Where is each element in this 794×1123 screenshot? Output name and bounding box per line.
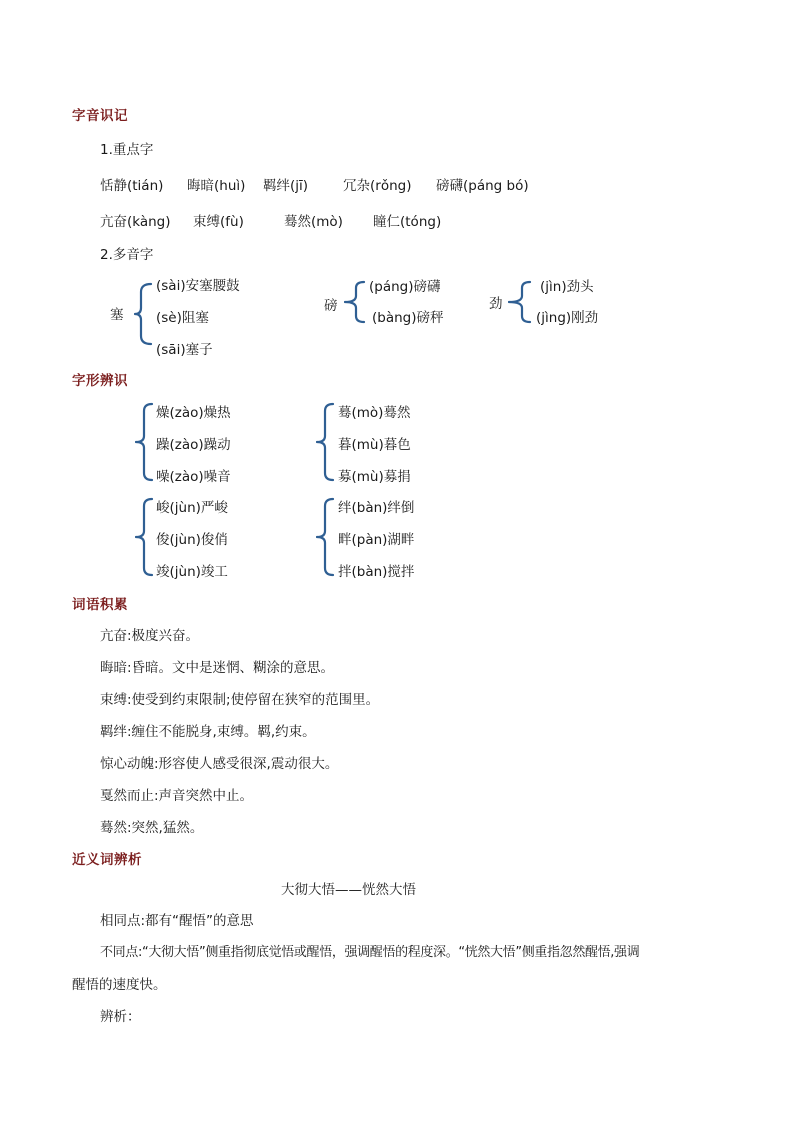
polyphone-item: (sài)安塞腰鼓 [156, 278, 240, 294]
vocab-item: 戛然而止:声音突然中止。 [100, 788, 254, 804]
brace-icon [134, 282, 154, 346]
glyph-item: 竣(jùn)竣工 [156, 564, 228, 580]
section-title-zi-yin: 字音识记 [72, 108, 128, 124]
brace-icon [135, 497, 155, 577]
polyphone-char: 劲 [489, 296, 503, 312]
polyphone-item: (páng)磅礴 [369, 279, 441, 295]
synonym-diff-line2: 醒悟的速度快。 [72, 977, 167, 993]
section-title-zi-xing: 字形辨识 [72, 373, 128, 389]
brace-icon [508, 280, 532, 324]
glyph-item: 躁(zào)躁动 [156, 437, 231, 453]
glyph-item: 蓦(mò)蓦然 [338, 405, 411, 421]
vocab-item: 晦暗:昏暗。文中是迷惘、糊涂的意思。 [100, 660, 335, 676]
polyphone-char: 塞 [110, 307, 124, 323]
brace-icon [316, 497, 336, 577]
polyphone-item: (sāi)塞子 [156, 342, 213, 358]
vocab-item: 亢奋:极度兴奋。 [100, 628, 200, 644]
pinyin-item: 束缚(fù) [193, 214, 244, 230]
section-title-ci-yu: 词语积累 [72, 597, 128, 613]
pinyin-item: 磅礴(páng bó) [436, 178, 529, 194]
key-chars-title: 1.重点字 [100, 142, 154, 158]
glyph-item: 峻(jùn)严峻 [156, 500, 228, 516]
glyph-item: 畔(pàn)湖畔 [338, 532, 415, 548]
glyph-item: 俊(jùn)俊俏 [156, 532, 228, 548]
pinyin-item: 冗杂(rǒng) [343, 178, 412, 194]
polyphone-item: (jìn)劲头 [540, 279, 594, 295]
brace-icon [316, 402, 336, 482]
brace-icon [344, 280, 366, 324]
synonym-analysis: 辨析： [100, 1009, 141, 1025]
glyph-item: 暮(mù)暮色 [338, 437, 411, 453]
synonym-same: 相同点:都有“醒悟”的意思 [100, 913, 254, 929]
vocab-item: 惊心动魄:形容使人感受很深,震动很大。 [100, 756, 339, 772]
vocab-item: 羁绊:缠住不能脱身,束缚。羁,约束。 [100, 724, 316, 740]
vocab-item: 蓦然:突然,猛然。 [100, 820, 204, 836]
polyphone-title: 2.多音字 [100, 247, 154, 263]
polyphone-char: 磅 [324, 298, 338, 314]
section-title-jin-yi: 近义词辨析 [72, 852, 142, 868]
pinyin-item: 蓦然(mò) [284, 214, 343, 230]
pinyin-item: 恬静(tián) [100, 178, 164, 194]
glyph-item: 拌(bàn)搅拌 [338, 564, 415, 580]
pinyin-item: 瞳仁(tóng) [373, 214, 442, 230]
pinyin-item: 亢奋(kàng) [100, 214, 171, 230]
pinyin-item: 羁绊(jī) [263, 178, 309, 194]
glyph-item: 募(mù)募捐 [338, 469, 411, 485]
glyph-item: 绊(bàn)绊倒 [338, 500, 415, 516]
polyphone-item: (jìng)刚劲 [536, 310, 599, 326]
polyphone-item: (bàng)磅秤 [372, 310, 444, 326]
pinyin-item: 晦暗(huì) [187, 178, 246, 194]
brace-icon [135, 402, 155, 482]
glyph-item: 噪(zào)噪音 [156, 469, 231, 485]
synonym-diff-line1: 不同点:“大彻大悟”侧重指彻底觉悟或醒悟，强调醒悟的程度深。“恍然大悟”侧重指忽然醒悟,强调 [100, 945, 640, 960]
glyph-item: 燥(zào)燥热 [156, 405, 231, 421]
vocab-item: 束缚:使受到约束限制;使停留在狭窄的范围里。 [100, 692, 380, 708]
polyphone-item: (sè)阻塞 [156, 310, 209, 326]
synonym-title: 大彻大悟——恍然大悟 [281, 882, 416, 898]
